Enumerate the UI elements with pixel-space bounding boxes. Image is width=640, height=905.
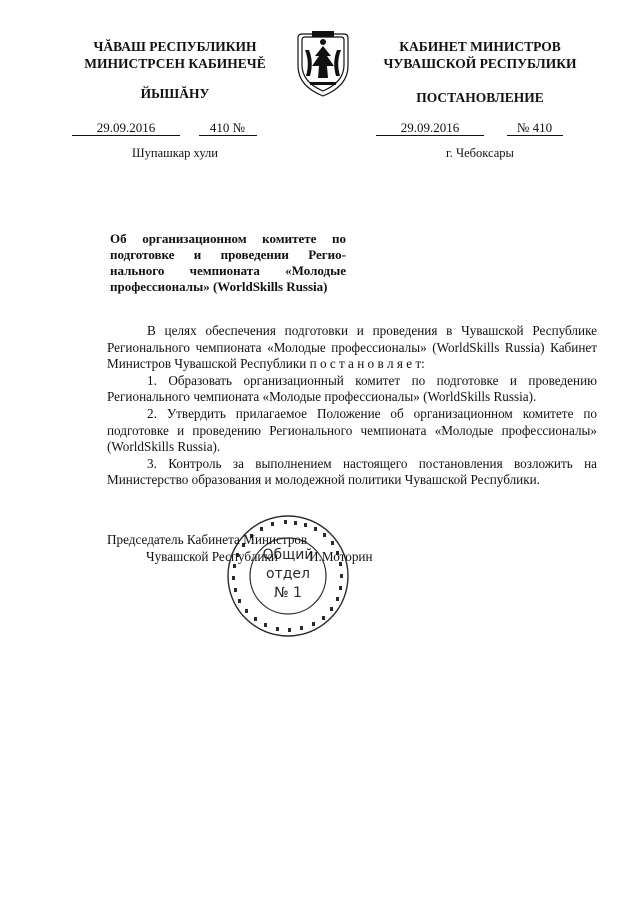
left-doc-type: ЙЫШĂНУ [140,86,210,101]
left-date: 29.09.2016 [72,121,180,136]
left-date-number [72,120,257,136]
body-intro: В целях обеспечения подготовки и проведения в Чувашской Республике Регионального чемпионата «Молодые профессионалы» (WorldSkills Russia) Кабинет Министров Чувашской Республики п о с т а н о в л я е т: [107,323,597,372]
header-right-line2: ЧУВАШСКОЙ РЕСПУБЛИКИ [383,56,577,71]
header-right-line1: КАБИНЕТ МИНИСТРОВ [399,39,561,54]
header-left-line2: МИНИСТРСЕН КАБИНЕЧĚ [84,56,266,71]
body-item-2: 2. Утвердить прилагаемое Положение об организационном комитете по подготовке и проведению Регионального чемпионата «Молодые профессионалы» (WorldSkills Russia). [107,405,597,455]
signature-title-line1: Председатель Кабинета Министров [107,532,308,547]
title-line: нального чемпионата «Молодые [110,263,346,278]
stamp-line-2: отдел [266,566,310,582]
title-line: Об организационном комитете по [110,231,346,246]
document-title [110,231,346,295]
document-body [107,323,597,489]
body-item-3: 3. Контроль за выполнением настоящего постановления возложить на Министерство образования и молодежной политики Чувашской Республики. [107,455,597,488]
left-number: 410 № [199,121,257,136]
left-city: Шупашкар хули [132,146,218,160]
title-line: профессионалы» (WorldSkills Russia) [110,279,328,294]
coat-of-arms-icon [292,30,354,100]
header-left-line1: ЧĂВАШ РЕСПУБЛИКИН [93,39,257,54]
right-number: № 410 [507,121,563,136]
coat-of-arms-emblem [292,30,354,100]
body-item-1: 1. Образовать организационный комитет по подготовке и проведению Регионального чемпионата «Молодые профессионалы» (WorldSkills Russia). [107,372,597,405]
title-line: подготовке и проведении Регио- [110,247,346,262]
right-date-number [376,120,563,136]
right-doc-type: ПОСТАНОВЛЕНИЕ [416,90,544,105]
header-left [60,38,290,72]
signature-name: И.Моторин [309,549,373,564]
header-right [360,38,600,72]
stamp-line-1: Общий [262,547,314,563]
right-date: 29.09.2016 [376,121,484,136]
signature-title-line2: Чувашской Республики [146,549,278,564]
right-city: г. Чебоксары [446,146,514,160]
stamp-line-3: № 1 [274,585,302,601]
